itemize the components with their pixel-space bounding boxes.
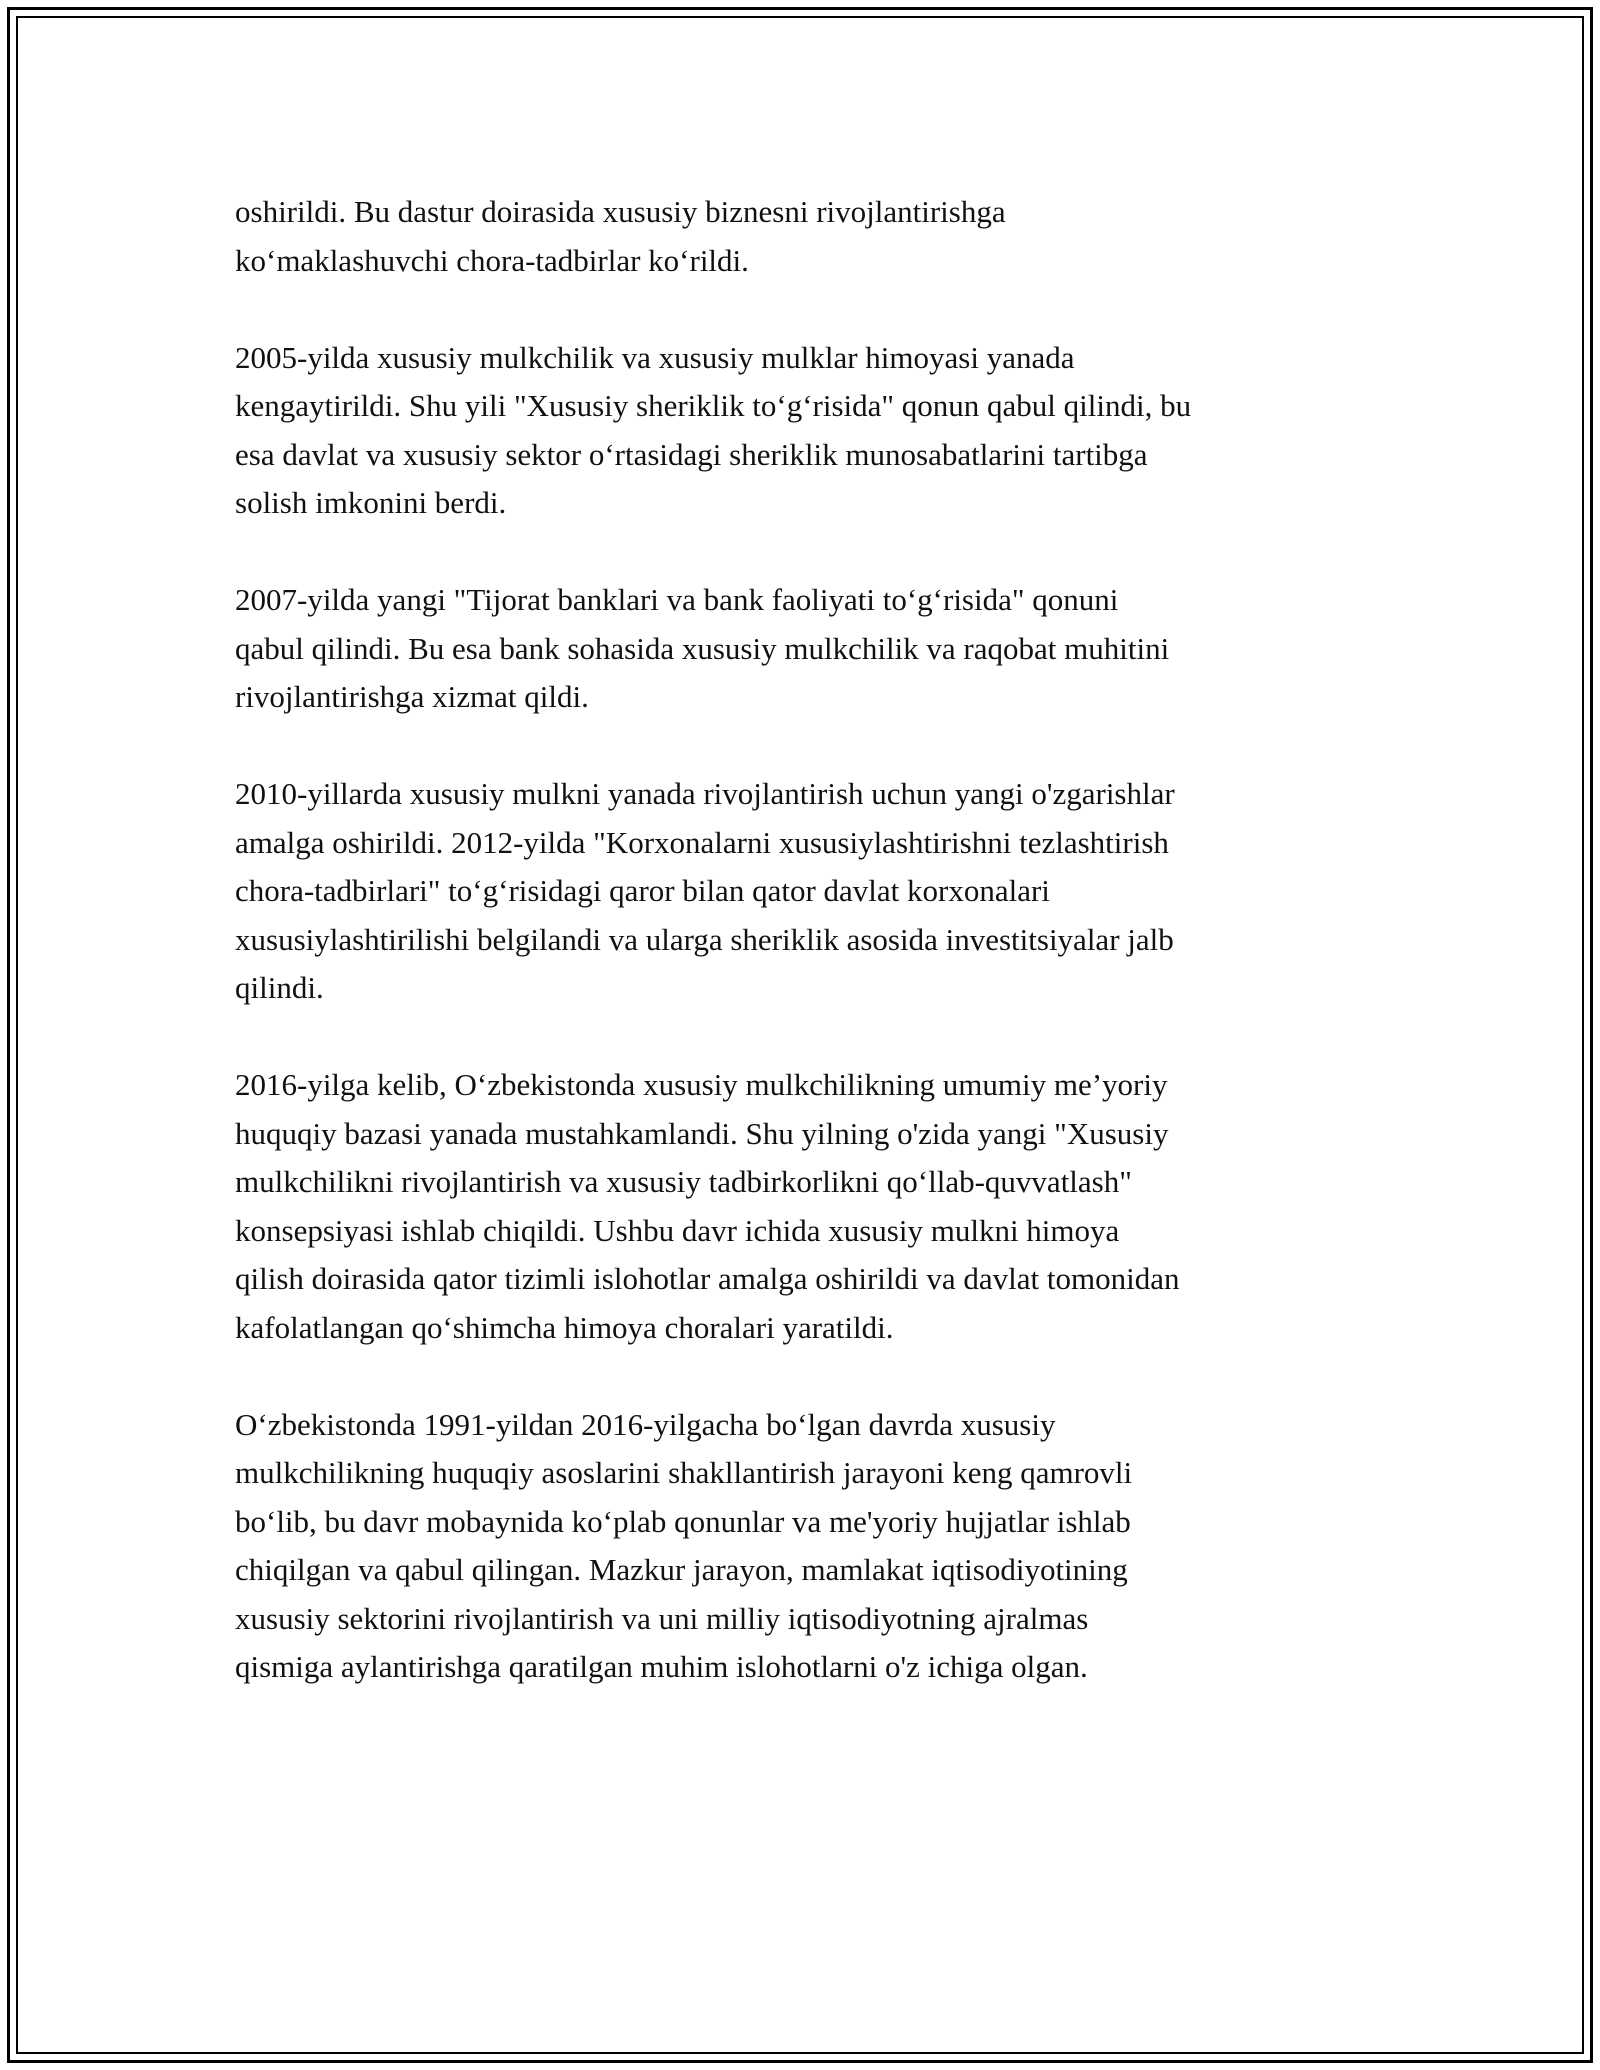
text-line: mulkchilikni rivojlantirish va xususiy tadbirkorlikni qo‘llab-quvvatlash" <box>235 1164 1132 1199</box>
text-line: O‘zbekistonda 1991-yildan 2016-yilgacha bo‘lgan davrda xususiy <box>235 1406 1056 1442</box>
text-line: qabul qilindi. Bu esa bank sohasida xususiy mulkchilik va raqobat muhitini <box>235 630 1170 666</box>
paragraph-2 <box>235 334 1375 528</box>
text-line: xususiy sektorini rivojlantirish va uni milliy iqtisodiyotning ajralmas <box>235 1600 1089 1636</box>
text-line: 2005-yilda xususiy mulkchilik va xususiy mulklar himoyasi yanada <box>235 339 1075 375</box>
text-line: konsepsiyasi ishlab chiqildi. Ushbu davr ichida xususiy mulkni himoya <box>235 1212 1120 1248</box>
paragraph-3 <box>235 576 1375 722</box>
text-line: mulkchilikning huquqiy asoslarini shakllantirish jarayoni keng qamrovli <box>235 1455 1133 1490</box>
paragraph-6 <box>235 1401 1375 1692</box>
text-line: qilish doirasida qator tizimli islohotlar amalga oshirildi va davlat tomonidan <box>235 1261 1180 1296</box>
text-line: ko‘maklashuvchi chora-tadbirlar ko‘rildi. <box>235 242 749 278</box>
paragraph-1 <box>235 188 1375 285</box>
paragraph-4 <box>235 770 1375 1013</box>
text-line: chora-tadbirlari" to‘g‘risidagi qaror bilan qator davlat korxonalari <box>235 873 1050 908</box>
text-line: rivojlantirishga xizmat qildi. <box>235 679 589 714</box>
text-line: esa davlat va xususiy sektor o‘rtasidagi sheriklik munosabatlarini tartibga <box>235 436 1148 472</box>
text-line: kafolatlangan qo‘shimcha himoya choralari yaratildi. <box>235 1309 894 1345</box>
text-line: qismiga aylantirishga qaratilgan muhim islohotlarni o'z ichiga olgan. <box>235 1649 1088 1684</box>
text-line: amalga oshirildi. 2012-yilda "Korxonalarni xususiylashtirishni tezlashtirish <box>235 824 1169 860</box>
text-line: kengaytirildi. Shu yili "Xususiy sheriklik to‘g‘risida" qonun qabul qilindi, bu <box>235 388 1192 423</box>
document-body <box>235 188 1375 1740</box>
text-line: bo‘lib, bu davr mobaynida ko‘plab qonunlar va me'yoriy hujjatlar ishlab <box>235 1503 1131 1539</box>
text-line: 2016-yilga kelib, O‘zbekistonda xususiy mulkchilikning umumiy me’yoriy <box>235 1067 1168 1102</box>
text-line: 2007-yilda yangi "Tijorat banklari va bank faoliyati to‘g‘risida" qonuni <box>235 582 1119 617</box>
text-line: solish imkonini berdi. <box>235 485 507 520</box>
paragraph-5 <box>235 1061 1375 1352</box>
text-line: xususiylashtirilishi belgilandi va ularga sheriklik asosida investitsiyalar jalb <box>235 921 1174 957</box>
text-line: 2010-yillarda xususiy mulkni yanada rivojlantirish uchun yangi o'zgarishlar <box>235 776 1175 811</box>
text-line: oshirildi. Bu dastur doirasida xususiy biznesni rivojlantirishga <box>235 194 1006 229</box>
text-line: huquqiy bazasi yanada mustahkamlandi. Shu yilning o'zida yangi "Xususiy <box>235 1115 1169 1151</box>
text-line: qilindi. <box>235 970 324 1005</box>
text-line: chiqilgan va qabul qilingan. Mazkur jarayon, mamlakat iqtisodiyotining <box>235 1552 1128 1587</box>
